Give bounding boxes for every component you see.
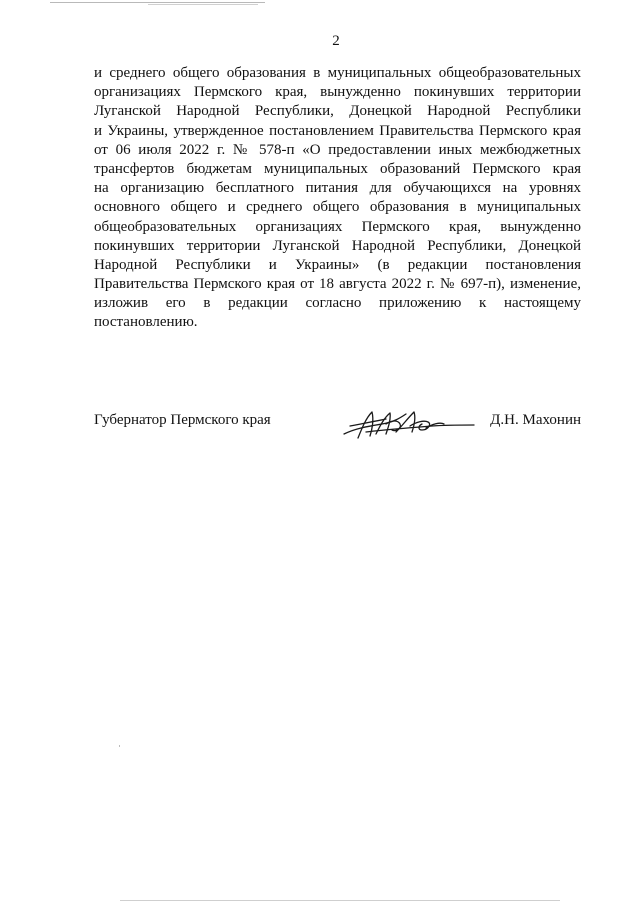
body-line: основного общего и среднего общего образования в муниципальных [94,199,581,216]
body-line: трансфертов бюджетам муниципальных образований Пермского края [94,160,581,177]
body-line: Народной Республики и Украины» (в редакции постановления [94,256,581,273]
signatory-title: Губернатор Пермского края [94,412,271,428]
handwritten-signature [336,404,476,444]
body-line: общеобразовательных организациях Пермского края, вынужденно [94,218,581,235]
body-line: от 06 июля 2022 г. № 578-п «О предоставлении иных межбюджетных [94,141,581,158]
body-line: и среднего общего образования в муниципальных общеобразовательных [94,65,581,81]
body-line: Правительства Пермского края от 18 августа 2022 г. № 697-п), изменение, [94,276,581,293]
body-line: и Украины, утвержденное постановлением Правительства Пермского края [94,122,581,139]
page-number: 2 [332,33,340,49]
scan-artifact-bottom [120,900,560,901]
body-line: покинувших территории Луганской Народной Республики, Донецкой [94,237,581,254]
body-line: на организацию бесплатного питания для обучающихся на уровнях [94,180,581,197]
body-text [94,64,581,333]
body-line: Луганской Народной Республики, Донецкой Народной Республики [94,103,581,120]
scan-artifact-top-2 [148,4,258,5]
signature-block [94,404,581,444]
body-line: организациях Пермского края, вынужденно покинувших территории [94,84,581,101]
body-line: изложив его в редакции согласно приложению к настоящему [94,295,581,312]
signatory-name: Д.Н. Махонин [490,412,581,428]
body-line: постановлению. [94,314,198,331]
scan-artifact-top [50,2,265,3]
scan-artifact-mark [119,745,120,747]
